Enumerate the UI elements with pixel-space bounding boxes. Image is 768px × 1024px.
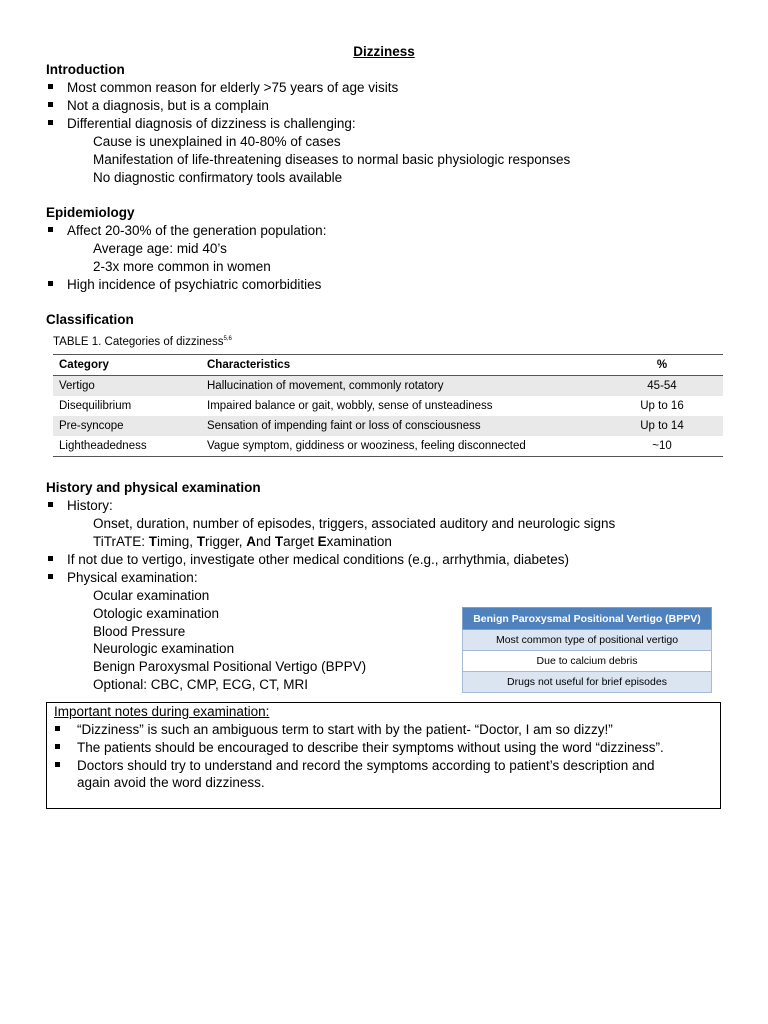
cell-percent: ~10 — [601, 436, 723, 457]
bullet-text: “Dizziness” is such an ambiguous term to start with by the patient- “Doctor, I am so dizzy!” — [77, 722, 613, 737]
cell-percent: Up to 14 — [601, 416, 723, 436]
bullet-marker — [55, 726, 60, 731]
table-caption — [53, 336, 232, 348]
cell-characteristics: Hallucination of movement, commonly rotatory — [201, 376, 601, 397]
note-bullet-3-continued: again avoid the word dizziness. — [77, 775, 265, 790]
table-row — [53, 436, 723, 457]
bullet-text: Differential diagnosis of dizziness is challenging: — [67, 116, 356, 131]
titrate-word: nd — [256, 534, 275, 549]
history-sub-titrate — [93, 534, 392, 549]
bullet-marker — [48, 227, 53, 232]
table-header-row — [53, 355, 723, 376]
bullet-marker — [48, 574, 53, 579]
epidemiology-heading: Epidemiology — [46, 205, 135, 220]
table-row — [53, 416, 723, 436]
dizziness-categories-table — [53, 354, 723, 457]
col-header-characteristics: Characteristics — [201, 355, 601, 376]
bullet-text: High incidence of psychiatric comorbidities — [67, 277, 322, 292]
bppv-title: Benign Paroxysmal Positional Vertigo (BPPV) — [463, 608, 712, 630]
bullet-marker — [55, 744, 60, 749]
intro-sub-3: No diagnostic confirmatory tools available — [93, 170, 343, 185]
bullet-text: Doctors should try to understand and record the symptoms according to patient’s description and — [77, 758, 655, 773]
intro-bullet-3 — [46, 116, 356, 131]
bullet-marker — [48, 556, 53, 561]
cell-category: Lightheadedness — [53, 436, 201, 457]
titrate-letter: T — [196, 534, 206, 549]
intro-bullet-1 — [46, 80, 398, 95]
bppv-info-table — [462, 607, 712, 693]
titrate-letter: T — [148, 534, 157, 549]
caption-text: TABLE 1. Categories of dizziness — [53, 336, 224, 348]
bullet-text: The patients should be encouraged to describe their symptoms without using the word “dizziness”. — [77, 740, 664, 755]
bullet-text: History: — [67, 498, 113, 513]
titrate-label: TiTrATE: — [93, 534, 149, 549]
bullet-marker — [48, 281, 53, 286]
intro-sub-2: Manifestation of life-threatening diseases to normal basic physiologic responses — [93, 152, 571, 167]
table-row — [53, 376, 723, 397]
titrate-word: rigger, — [205, 534, 247, 549]
cell-category: Vertigo — [53, 376, 201, 397]
classification-heading: Classification — [46, 312, 134, 327]
exam-item-4: Neurologic examination — [93, 641, 235, 656]
bppv-row: Due to calcium debris — [463, 651, 712, 672]
bullet-marker — [48, 84, 53, 89]
notes-heading: Important notes during examination: — [54, 704, 270, 719]
important-notes-box — [46, 702, 721, 809]
history-sub-1: Onset, duration, number of episodes, triggers, associated auditory and neurologic signs — [93, 516, 616, 531]
note-bullet-3 — [55, 758, 655, 773]
bullet-marker — [48, 120, 53, 125]
exam-item-3: Blood Pressure — [93, 624, 186, 639]
bppv-row: Most common type of positional vertigo — [463, 630, 712, 651]
col-header-category: Category — [53, 355, 201, 376]
page-title: Dizziness — [353, 44, 415, 59]
epi-sub-2: 2-3x more common in women — [93, 259, 271, 274]
cell-category: Pre-syncope — [53, 416, 201, 436]
note-bullet-1 — [55, 722, 613, 737]
intro-heading: Introduction — [46, 62, 125, 77]
table-row — [53, 396, 723, 416]
col-header-percent: % — [601, 355, 723, 376]
intro-sub-1: Cause is unexplained in 40-80% of cases — [93, 134, 341, 149]
note-bullet-2 — [55, 740, 664, 755]
cell-characteristics: Sensation of impending faint or loss of consciousness — [201, 416, 601, 436]
epi-sub-1: Average age: mid 40’s — [93, 241, 227, 256]
exam-item-6: Optional: CBC, CMP, ECG, CT, MRI — [93, 677, 309, 692]
titrate-word: arget — [283, 534, 318, 549]
bullet-text: If not due to vertigo, investigate other medical conditions (e.g., arrhythmia, diabetes) — [67, 552, 570, 567]
exam-item-5: Benign Paroxysmal Positional Vertigo (BPPV) — [93, 659, 367, 674]
history-bullet-2 — [46, 552, 569, 567]
titrate-word: iming, — [157, 534, 197, 549]
titrate-letter: T — [274, 534, 284, 549]
cell-category: Disequilibrium — [59, 400, 132, 412]
bullet-text: Affect 20-30% of the generation population: — [67, 223, 327, 238]
history-heading: History and physical examination — [46, 480, 261, 495]
bullet-text: Physical examination: — [67, 570, 198, 585]
cell-percent: 45-54 — [601, 376, 723, 397]
titrate-letter: A — [246, 534, 257, 549]
bullet-marker — [48, 102, 53, 107]
epi-bullet-2 — [46, 277, 321, 292]
titrate-letter: E — [317, 534, 327, 549]
titrate-word: xamination — [326, 534, 392, 549]
bppv-row: Drugs not useful for brief episodes — [463, 672, 712, 693]
bullet-marker — [48, 502, 53, 507]
bullet-text: Most common reason for elderly >75 years of age visits — [67, 80, 399, 95]
exam-item-1: Ocular examination — [93, 588, 210, 603]
history-bullet-3 — [46, 570, 198, 585]
intro-bullet-2 — [46, 98, 269, 113]
epi-bullet-1 — [46, 223, 326, 238]
cell-characteristics: Vague symptom, giddiness or wooziness, feeling disconnected — [201, 436, 601, 457]
exam-item-2: Otologic examination — [93, 606, 220, 621]
bullet-marker — [55, 762, 60, 767]
history-bullet-1 — [46, 498, 113, 513]
cell-percent: Up to 16 — [640, 400, 684, 412]
caption-ref: 5,6 — [223, 336, 232, 343]
bullet-text: Not a diagnosis, but is a complain — [67, 98, 269, 113]
cell-characteristics: Impaired balance or gait, wobbly, sense of unsteadiness — [207, 400, 493, 412]
